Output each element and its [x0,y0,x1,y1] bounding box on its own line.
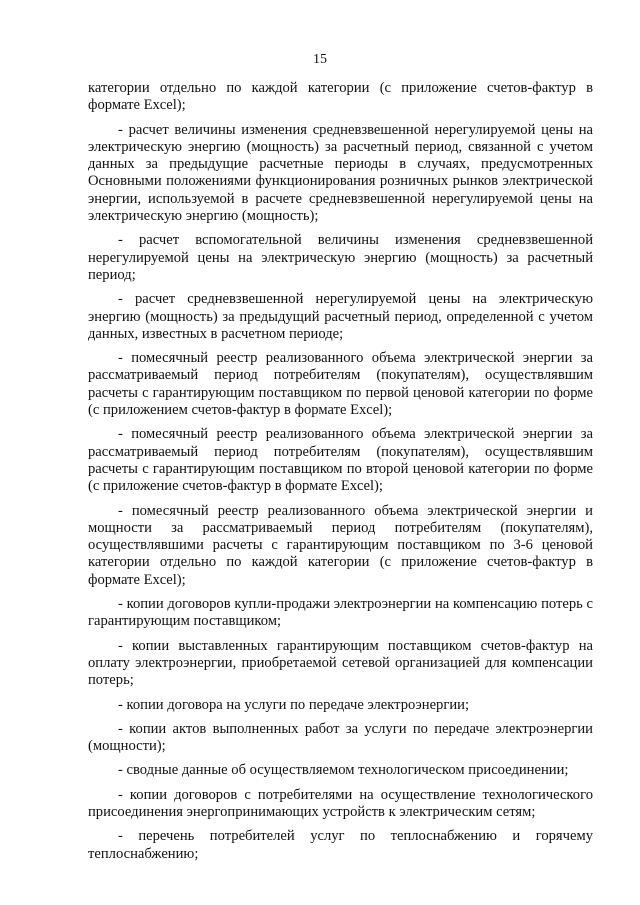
list-item: - копии выставленных гарантирующим поставщиком счетов-фактур на оплату электроэнергии, приобретаемой сетевой организацией для компенсации потерь; [88,637,593,689]
page-number: 15 [313,52,327,67]
list-item: - копии договоров с потребителями на осуществление технологического присоединения энергопринимающих устройств к электрическим сетям; [88,786,593,820]
list-item: - копии договора на услуги по передаче электроэнергии; [118,696,470,713]
list-item: - помесячный реестр реализованного объема электрической энергии за рассматриваемый период потребителям (покупателям), осуществлявшим расчеты с гарантирующим поставщиком по второй ценовой категории по форме (с приложение счетов-фактур в формате Excel); [88,426,593,495]
list-item: - сводные данные об осуществляемом технологическом присоединении; [118,762,569,779]
list-item: - помесячный реестр реализованного объема электрической энергии и мощности за рассматриваемый период потребителям (покупателям), осуществлявшими расчеты с гарантирующим поставщиком по 3-6 ценовой категории отдельно по каждой категории (с приложение счетов-фактур в формате Excel); [88,502,593,588]
list-item: - расчет вспомогательной величины изменения средневзвешенной нерегулируемой цены на электрическую энергию (мощность) за расчетный период; [88,232,593,283]
list-item: - копии актов выполненных работ за услуги по передаче электроэнергии (мощности); [88,720,593,755]
list-item: - расчет средневзвешенной нерегулируемой цены на электрическую энергию (мощность) за предыдущий расчетный период, определенной с учетом данных, известных в расчетном периоде; [88,291,593,342]
list-item: - помесячный реестр реализованного объема электрической энергии за рассматриваемый период потребителям (покупателям), осуществлявшим расчеты с гарантирующим поставщиком по первой ценовой категории по форме (с приложением счетов-фактур в формате Excel); [88,350,593,419]
list-item: - перечень потребителей услуг по теплоснабжению и горячему теплоснабжению; [88,828,593,862]
paragraph-continuation: категории отдельно по каждой категории (с приложение счетов-фактур в формате Excel); [88,80,593,114]
list-item: - расчет величины изменения средневзвешенной нерегулируемой цены на электрическую энергию (мощность) за расчетный период, связанной с учетом данных за предыдущие расчетные периоды в случаях, предусмотренных Основными положениями функционирования розничных рынков электрической энергии, используемой в расчете средневзвешенной нерегулируемой цены на электрическую энергию (мощность); [88,121,593,225]
document-body [88,80,593,870]
list-item: - копии договоров купли-продажи электроэнергии на компенсацию потерь с гарантирующим поставщиком; [88,596,593,630]
